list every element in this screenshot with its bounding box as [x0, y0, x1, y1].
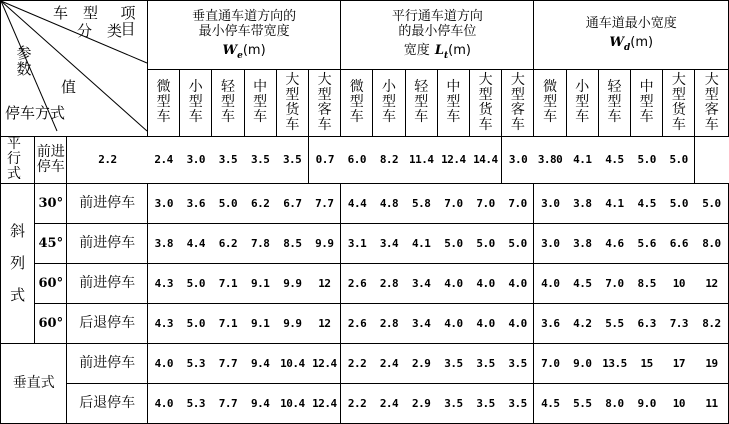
value-cell: 4.0 [534, 263, 566, 303]
table-row [1, 136, 729, 183]
value-cell: 8.5 [276, 223, 308, 263]
value-cell: 2.2 [341, 343, 373, 383]
value-cell: 3.5 [437, 383, 469, 423]
value-cell: 4.0 [147, 343, 179, 383]
value-cell: 3.1 [341, 223, 373, 263]
value-cell: 7.0 [470, 183, 502, 223]
value-cell: 10 [663, 383, 695, 423]
value-cell: 2.8 [373, 303, 405, 343]
value-cell: 3.0 [534, 223, 566, 263]
value-cell: 6.2 [212, 223, 244, 263]
mode-parallel-direction: 前进停车 [35, 136, 67, 183]
mode-parallel: 平行式 [1, 136, 35, 183]
value-cell: 4.6 [598, 223, 630, 263]
value-cell: 4.2 [566, 303, 598, 343]
value-cell: 3.6 [534, 303, 566, 343]
value-cell: 4.8 [373, 183, 405, 223]
value-cell: 3.5 [212, 136, 244, 183]
group-symbol: W [222, 42, 238, 58]
value-cell: 4.1 [598, 183, 630, 223]
value-cell: 2.2 [67, 136, 148, 183]
value-cell: 5.6 [631, 223, 663, 263]
value-cell: 4.1 [405, 223, 437, 263]
vehicle-type-header: 大型货车 [470, 69, 502, 136]
value-cell: 2.6 [341, 263, 373, 303]
corner-vehicle-type-label: 车 型 [53, 4, 99, 22]
value-cell: 4.4 [180, 223, 212, 263]
value-cell: 5.0 [180, 263, 212, 303]
group-unit: (m) [242, 42, 266, 58]
direction-cell: 后退停车 [67, 383, 148, 423]
value-cell: 3.8 [566, 183, 598, 223]
group-title-line2: 最小停车带宽度 [198, 23, 290, 39]
value-cell: 4.5 [534, 383, 566, 423]
vehicle-type-header: 中型车 [631, 69, 663, 136]
value-cell: 8.0 [598, 383, 630, 423]
angle-cell: 45° [35, 223, 67, 263]
group-subscript: d [623, 43, 631, 54]
group-header-aisle-width [534, 1, 729, 70]
group-title-line2: 的最小停车位 [398, 23, 477, 39]
value-cell: 10.4 [276, 383, 308, 423]
value-cell: 7.8 [244, 223, 276, 263]
value-cell: 4.0 [437, 303, 469, 343]
value-cell: 4.3 [147, 303, 179, 343]
table-row [1, 343, 729, 383]
value-cell: 4.0 [470, 263, 502, 303]
group-header-stall-length [341, 1, 534, 70]
vehicle-type-header: 大型客车 [308, 69, 340, 136]
vehicle-type-header: 轻型车 [405, 69, 437, 136]
value-cell: 17 [663, 343, 695, 383]
value-cell: 9.9 [308, 223, 340, 263]
value-cell: 3.0 [534, 183, 566, 223]
vehicle-type-header: 小型车 [180, 69, 212, 136]
value-cell: 9.0 [631, 383, 663, 423]
vehicle-type-header: 轻型车 [598, 69, 630, 136]
value-cell: 7.1 [212, 263, 244, 303]
value-cell: 7.0 [437, 183, 469, 223]
value-cell: 2.4 [373, 343, 405, 383]
group-title-prefix: 宽度 [403, 42, 430, 58]
value-cell: 3.0 [147, 183, 179, 223]
corner-header [1, 1, 151, 137]
vehicle-type-header: 大型客车 [502, 69, 534, 136]
value-cell: 6.3 [631, 303, 663, 343]
value-cell: 4.5 [566, 263, 598, 303]
value-cell: 7.0 [534, 343, 566, 383]
value-cell: 4.0 [470, 303, 502, 343]
direction-cell: 后退停车 [67, 303, 148, 343]
value-cell: 5.5 [598, 303, 630, 343]
value-cell: 12 [695, 263, 729, 303]
value-cell: 12.4 [308, 343, 340, 383]
value-cell: 5.0 [470, 223, 502, 263]
direction-cell: 前进停车 [67, 183, 148, 223]
value-cell: 7.1 [212, 303, 244, 343]
value-cell: 8.0 [695, 223, 729, 263]
value-cell: 12 [308, 263, 340, 303]
value-cell: 3.5 [437, 343, 469, 383]
angle-cell: 60° [35, 263, 67, 303]
value-cell: 4.1 [566, 136, 598, 183]
value-cell: 11 [695, 383, 729, 423]
value-cell: 4.0 [437, 263, 469, 303]
value-cell: 9.1 [244, 263, 276, 303]
value-cell: 4.0 [502, 263, 534, 303]
direction-cell: 前进停车 [67, 343, 148, 383]
group-header-stall-width [147, 1, 340, 70]
value-cell: 9.0 [566, 343, 598, 383]
value-cell: 3.5 [502, 343, 534, 383]
group-title-line1: 垂直通车道方向的 [192, 8, 297, 24]
value-cell: 5.0 [437, 223, 469, 263]
table-row [1, 263, 729, 303]
vehicle-type-header: 大型货车 [276, 69, 308, 136]
value-cell: 5.0 [212, 183, 244, 223]
group-unit: (m) [630, 35, 654, 51]
value-cell: 2.2 [341, 383, 373, 423]
value-cell: 3.5 [470, 383, 502, 423]
direction-cell: 前进停车 [67, 263, 148, 303]
value-cell: 4.5 [631, 183, 663, 223]
vehicle-type-header: 大型货车 [663, 69, 695, 136]
value-cell: 6.6 [663, 223, 695, 263]
value-cell: 3.5 [276, 136, 308, 183]
value-cell: 3.5 [244, 136, 276, 183]
vehicle-type-header: 轻型车 [212, 69, 244, 136]
value-cell: 3.80 [534, 136, 566, 183]
direction-cell: 前进停车 [67, 223, 148, 263]
group-subscript: e [237, 50, 243, 61]
value-cell: 3.5 [470, 343, 502, 383]
value-cell: 7.7 [308, 183, 340, 223]
value-cell: 9.9 [276, 303, 308, 343]
value-cell: 8.5 [631, 263, 663, 303]
value-cell: 9.9 [276, 263, 308, 303]
value-cell: 4.3 [147, 263, 179, 303]
value-cell: 3.6 [180, 183, 212, 223]
value-cell: 2.9 [405, 343, 437, 383]
value-cell: 7.7 [212, 343, 244, 383]
value-cell: 9.4 [244, 343, 276, 383]
mode-oblique: 斜列式 [1, 183, 35, 343]
value-cell: 5.3 [180, 343, 212, 383]
value-cell: 5.0 [502, 223, 534, 263]
value-cell: 7.0 [502, 183, 534, 223]
value-cell: 4.4 [341, 183, 373, 223]
value-cell: 2.9 [405, 383, 437, 423]
value-cell: 6.7 [276, 183, 308, 223]
vehicle-type-header: 中型车 [437, 69, 469, 136]
group-title-line1: 通车道最小宽度 [585, 16, 677, 32]
table-row [1, 303, 729, 343]
value-cell: 3.8 [147, 223, 179, 263]
value-cell: 6.2 [244, 183, 276, 223]
value-cell: 9.4 [244, 383, 276, 423]
group-symbol: W [609, 35, 624, 51]
value-cell: 14.4 [470, 136, 502, 183]
corner-parameter-label: 参 数 [16, 44, 47, 78]
value-cell: 5.0 [663, 183, 695, 223]
vehicle-type-header: 大型客车 [695, 69, 729, 136]
vehicle-type-header: 微型车 [147, 69, 179, 136]
value-cell: 6.0 [341, 136, 373, 183]
value-cell: 5.8 [405, 183, 437, 223]
group-unit: (m) [448, 42, 471, 58]
angle-cell: 60° [35, 303, 67, 343]
corner-item-label: 项 目 [120, 4, 151, 38]
value-cell: 5.0 [631, 136, 663, 183]
vehicle-type-header: 小型车 [566, 69, 598, 136]
corner-classification-label: 分 类 [77, 22, 123, 40]
value-cell: 12.4 [437, 136, 469, 183]
angle-cell: 30° [35, 183, 67, 223]
group-subscript: t [443, 50, 449, 61]
value-cell: 10 [663, 263, 695, 303]
vehicle-type-header: 中型车 [244, 69, 276, 136]
group-symbol: L [434, 42, 444, 58]
value-cell: 8.2 [695, 303, 729, 343]
value-cell: 3.4 [405, 263, 437, 303]
value-cell: 5.3 [180, 383, 212, 423]
value-cell: 2.4 [147, 136, 179, 183]
value-cell: 2.8 [373, 263, 405, 303]
value-cell: 2.4 [373, 383, 405, 423]
value-cell: 7.3 [663, 303, 695, 343]
value-cell: 0.7 [308, 136, 340, 183]
corner-value-label: 值 [61, 78, 77, 96]
value-cell: 19 [695, 343, 729, 383]
value-cell: 15 [631, 343, 663, 383]
group-title-line1: 平行通车道方向 [391, 8, 483, 24]
value-cell: 5.5 [566, 383, 598, 423]
value-cell: 5.0 [180, 303, 212, 343]
value-cell: 13.5 [598, 343, 630, 383]
value-cell: 5.0 [695, 183, 729, 223]
value-cell: 3.4 [373, 223, 405, 263]
corner-parking-mode-label: 停车方式 [5, 104, 66, 122]
value-cell: 7.7 [212, 383, 244, 423]
value-cell: 11.4 [405, 136, 437, 183]
vehicle-type-header: 微型车 [534, 69, 566, 136]
value-cell: 9.1 [244, 303, 276, 343]
value-cell: 4.0 [147, 383, 179, 423]
value-cell: 3.0 [180, 136, 212, 183]
value-cell: 5.0 [663, 136, 695, 183]
value-cell: 3.0 [502, 136, 534, 183]
value-cell: 3.8 [566, 223, 598, 263]
table-row [1, 383, 729, 423]
value-cell: 3.4 [405, 303, 437, 343]
value-cell: 8.2 [373, 136, 405, 183]
value-cell: 3.5 [502, 383, 534, 423]
vehicle-type-header: 小型车 [373, 69, 405, 136]
value-cell: 4.5 [598, 136, 630, 183]
value-cell: 4.0 [502, 303, 534, 343]
value-cell: 12 [308, 303, 340, 343]
table-row [1, 223, 729, 263]
value-cell: 10.4 [276, 343, 308, 383]
value-cell: 7.0 [598, 263, 630, 303]
mode-perpendicular: 垂直式 [1, 343, 67, 423]
vehicle-type-header: 微型车 [341, 69, 373, 136]
table-row [1, 183, 729, 223]
value-cell: 2.6 [341, 303, 373, 343]
value-cell: 12.4 [308, 383, 340, 423]
